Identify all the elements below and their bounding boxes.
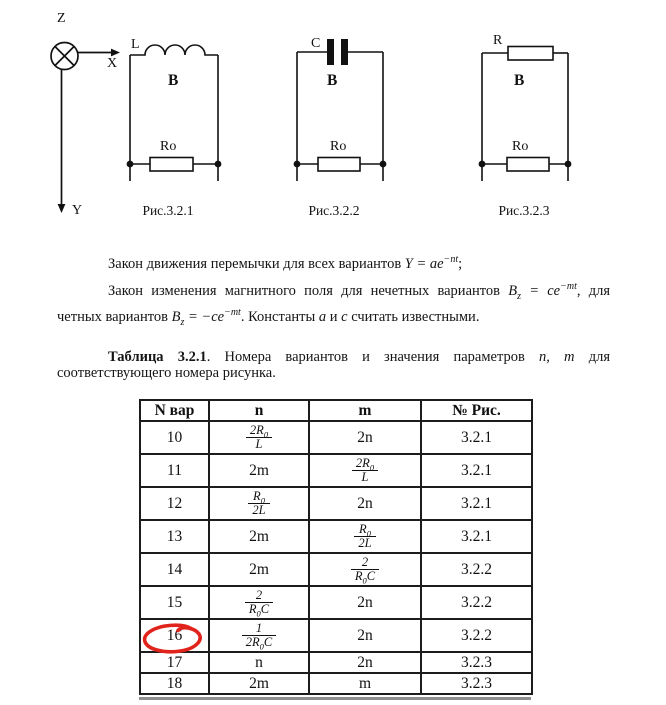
cell-fig: 3.2.1 [421, 454, 532, 487]
junction-dot [565, 161, 572, 168]
field-label: B [514, 72, 525, 89]
junction-dot [127, 161, 134, 168]
resistor-label: Ro [512, 139, 529, 154]
cell-variant: 12 [140, 487, 209, 520]
resistor-symbol [508, 47, 553, 61]
cell-fig: 3.2.1 [421, 520, 532, 553]
cell-m: $\frac{2R_0}{L}$ [309, 454, 421, 487]
table-row [140, 586, 532, 619]
table-header-row [140, 400, 532, 421]
table-row [140, 454, 532, 487]
table-row [140, 619, 532, 652]
cell-variant: 15 [140, 586, 209, 619]
x-axis-label: X [107, 56, 118, 71]
resistor-label: Ro [160, 139, 177, 154]
cell-m: 2n [309, 487, 421, 520]
cell-variant: 10 [140, 421, 209, 454]
column-header: n [209, 400, 309, 421]
cell-fig: 3.2.1 [421, 421, 532, 454]
vector-into-page-icon [51, 43, 78, 70]
cell-variant: 11 [140, 454, 209, 487]
resistor-symbol [318, 158, 360, 172]
cell-n: $\frac{R_0}{2L}$ [209, 487, 309, 520]
cell-n: $\frac{1}{2R_0C}$ [209, 619, 309, 652]
cell-n: $\frac{2}{R_0C}$ [209, 586, 309, 619]
cell-n: 2m [209, 553, 309, 586]
cell-m: 2n [309, 586, 421, 619]
cell-m: 2n [309, 619, 421, 652]
cell-variant: 14 [140, 553, 209, 586]
cell-variant: 18 [140, 673, 209, 694]
table-row [140, 652, 532, 673]
table-row [140, 673, 532, 694]
cell-fig: 3.2.2 [421, 586, 532, 619]
cell-m: m [309, 673, 421, 694]
cell-n: 2m [209, 454, 309, 487]
table-caption-line2: соответствующего номера рисунка. [57, 365, 276, 381]
table-caption-line1: Таблица 3.2.1. Номера вариантов и значения параметров n, m для [108, 349, 610, 365]
table-row [140, 520, 532, 553]
junction-dot [294, 161, 301, 168]
cell-fig: 3.2.2 [421, 619, 532, 652]
field-label: B [327, 72, 338, 89]
cell-m: $\frac{R_0}{2L}$ [309, 520, 421, 553]
cell-variant: 13 [140, 520, 209, 553]
scan-artifact-bar [139, 697, 531, 700]
cell-variant: 17 [140, 652, 209, 673]
cell-n: 2m [209, 673, 309, 694]
table-row [140, 487, 532, 520]
column-header: m [309, 400, 421, 421]
y-axis-label: Y [72, 203, 83, 218]
cell-n: n [209, 652, 309, 673]
column-header: N вар [140, 400, 209, 421]
junction-dot [215, 161, 222, 168]
junction-dot [380, 161, 387, 168]
table-row [140, 553, 532, 586]
capacitor-symbol [327, 39, 334, 65]
resistor-label: Ro [330, 139, 347, 154]
cell-fig: 3.2.3 [421, 652, 532, 673]
inductor-symbol [130, 45, 218, 55]
figure-caption-1: Рис.3.2.1 [142, 203, 194, 218]
capacitor-label: C [311, 36, 321, 51]
resistor-top-label: R [493, 33, 503, 48]
circuit-figure-2 [290, 30, 400, 185]
figure-caption-3: Рис.3.2.3 [498, 203, 550, 218]
capacitor-symbol [341, 39, 348, 65]
figure-caption-2: Рис.3.2.2 [308, 203, 360, 218]
cell-n: 2m [209, 520, 309, 553]
circuit-figure-3 [475, 30, 585, 185]
cell-m: 2n [309, 652, 421, 673]
column-header: № Рис. [421, 400, 532, 421]
resistor-symbol [150, 158, 193, 172]
z-axis-label: Z [57, 11, 66, 26]
circuit-figure-1 [118, 30, 233, 185]
cell-fig: 3.2.1 [421, 487, 532, 520]
cell-variant: 16 [140, 619, 209, 652]
cell-fig: 3.2.2 [421, 553, 532, 586]
junction-dot [479, 161, 486, 168]
coordinate-axes [30, 5, 130, 220]
paragraph-law-of-motion: Закон движения перемычки для всех вариантов $Y = ae^{-nt}$; [108, 254, 463, 272]
cell-m: 2n [309, 421, 421, 454]
cell-n: $\frac{2R_0}{L}$ [209, 421, 309, 454]
y-axis-arrow [58, 70, 66, 214]
resistor-symbol [507, 158, 549, 172]
paragraph-field-law-line2: четных вариантов $B_z = -ce^{-mt}$. Константы a и c считать известными. [57, 307, 480, 328]
cell-fig: 3.2.3 [421, 673, 532, 694]
paragraph-field-law-line1: Закон изменения магнитного поля для нечетных вариантов $B_z = ce^{-mt}$, для [108, 281, 610, 302]
table-row [140, 421, 532, 454]
variants-table [139, 399, 533, 695]
field-label: B [168, 72, 179, 89]
inductor-label: L [131, 37, 140, 52]
cell-m: $\frac{2}{R_0C}$ [309, 553, 421, 586]
